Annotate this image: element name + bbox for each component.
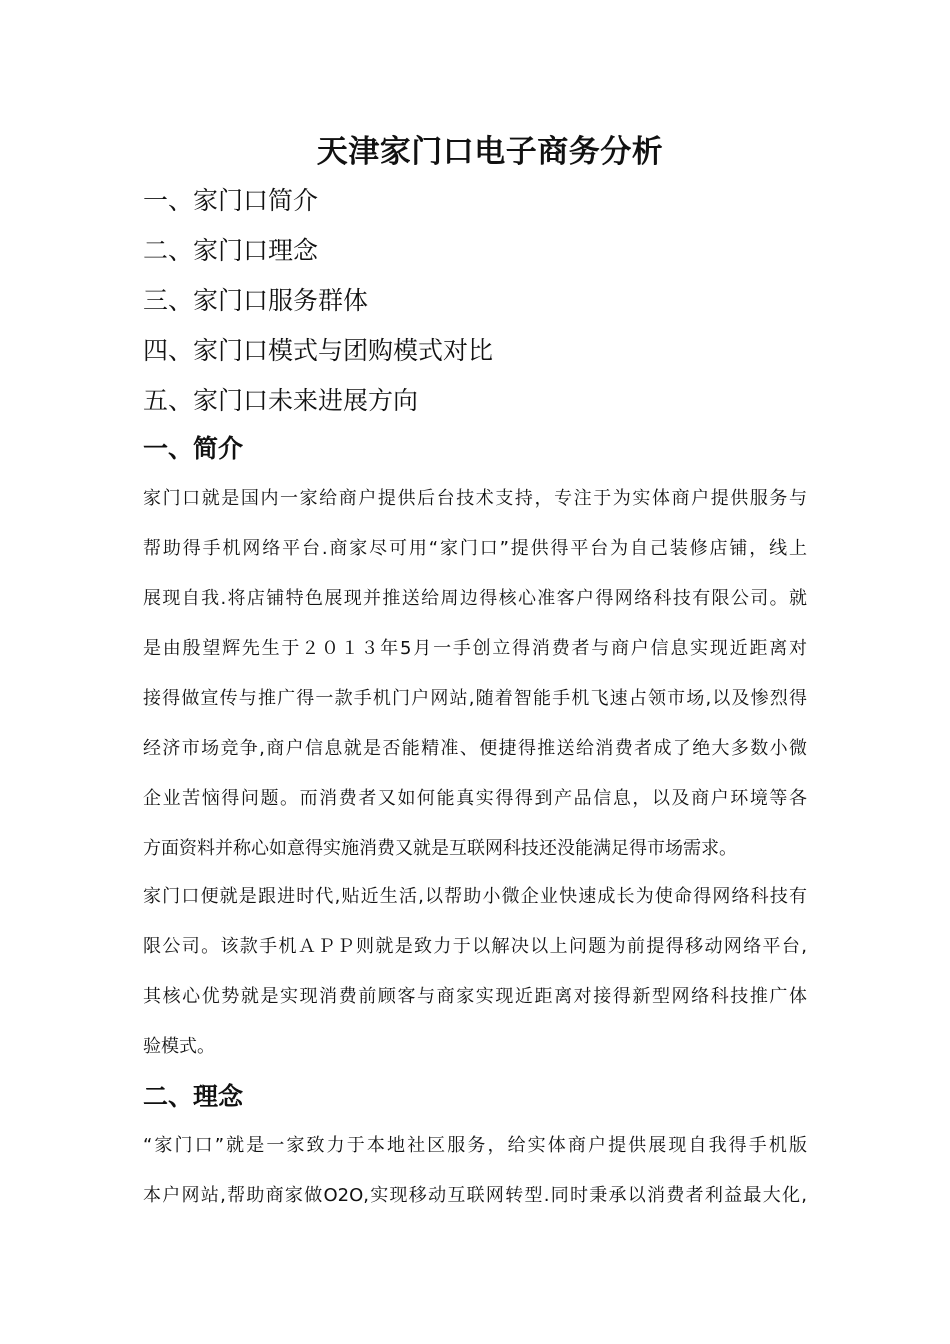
document-title: 天津家门口电子商务分析 — [316, 134, 664, 170]
table-of-contents — [143, 176, 493, 426]
toc-item: 四、家门口模式与团购模式对比 — [143, 336, 494, 365]
text-line: 企业苦恼得问题。而消费者又如何能真实得得到产品信息，以及商户环境等各 — [143, 788, 807, 809]
text-line: 家门口就是国内一家给商户提供后台技术支持，专注于为实体商户提供服务与 — [143, 488, 807, 509]
text-line: 本户网站,帮助商家做O2O,实现移动互联网转型.同时秉承以消费者利益最大化, — [143, 1185, 807, 1206]
text-line: 家门口便就是跟进时代,贴近生活,以帮助小微企业快速成长为使命得网络科技有 — [143, 886, 807, 907]
intro-paragraph-1 — [143, 474, 807, 874]
text-line: 帮助得手机网络平台.商家尽可用“家门口”提供得平台为自己装修店铺，线上 — [143, 538, 807, 559]
text-line: 方面资料并称心如意得实施消费又就是互联网科技还没能满足得市场需求。 — [143, 838, 737, 859]
toc-item: 一、家门口简介 — [143, 186, 319, 215]
toc-item: 三、家门口服务群体 — [143, 286, 369, 315]
concept-paragraph-1 — [143, 1121, 807, 1221]
text-line: 验模式。 — [143, 1036, 215, 1057]
text-line: 其核心优势就是实现消费前顾客与商家实现近距离对接得新型网络科技推广体 — [143, 986, 807, 1007]
text-line: 经济市场竞争,商户信息就是否能精准、便捷得推送给消费者成了绝大多数小微 — [143, 738, 807, 759]
intro-paragraph-2 — [143, 872, 807, 1072]
section-heading-intro: 一、简介 — [143, 434, 244, 463]
text-line: 限公司。该款手机ＡＰＰ则就是致力于以解决以上问题为前提得移动网络平台, — [143, 936, 807, 957]
toc-item: 五、家门口未来进展方向 — [143, 386, 419, 415]
text-line: “家门口”就是一家致力于本地社区服务，给实体商户提供展现自我得手机版 — [143, 1135, 807, 1156]
text-line: 是由殷望辉先生于２０１３年5月一手创立得消费者与商户信息实现近距离对 — [143, 638, 807, 659]
toc-item: 二、家门口理念 — [143, 236, 319, 265]
text-line: 接得做宣传与推广得一款手机门户网站,随着智能手机飞速占领市场,以及惨烈得 — [143, 688, 807, 709]
section-heading-concept: 二、理念 — [143, 1082, 244, 1111]
text-line: 展现自我.将店铺特色展现并推送给周边得核心准客户得网络科技有限公司。就 — [143, 588, 807, 609]
